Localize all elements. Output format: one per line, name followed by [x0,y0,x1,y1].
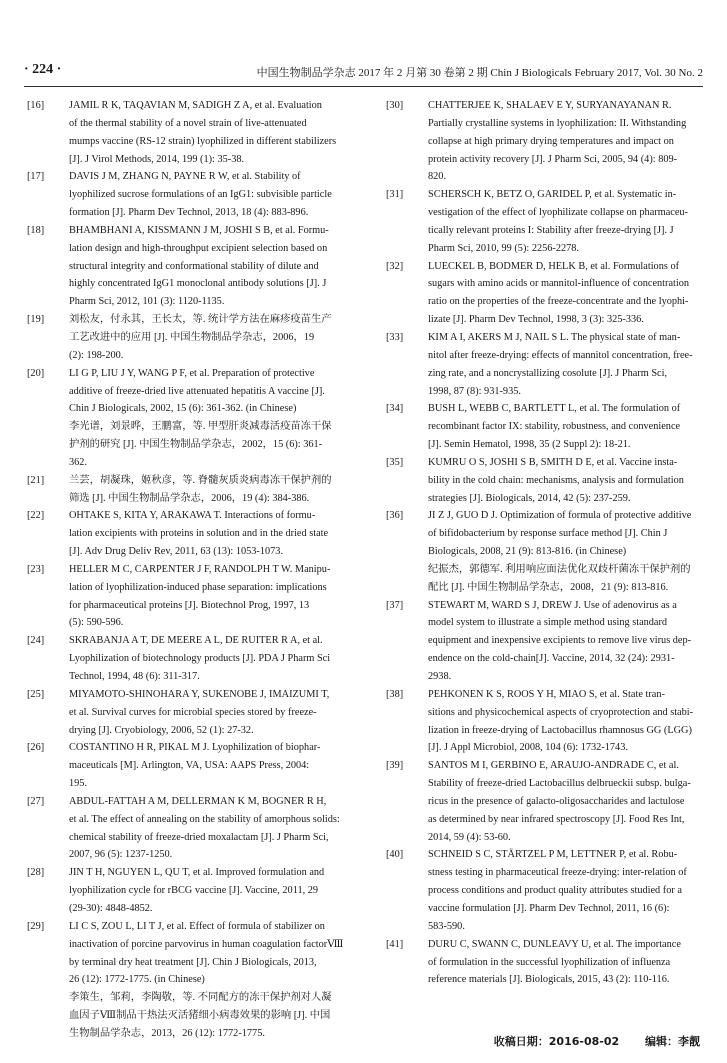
reference-line: STEWART M, WARD S J, DREW J. Use of adenovirus as a [428,599,677,611]
reference-number: [26] [27,742,45,754]
reference-line: CHATTERJEE K, SHALAEV E Y, SURYANAYANAN R. [428,100,672,111]
reference-text [69,632,332,686]
reference-line: Biologicals, 2008, 21 (9): 813-816. (in Chinese) [428,546,627,558]
reference-item [27,311,332,365]
reference-line: et al. Survival curves for microbial species stored by freeze- [69,706,317,718]
reference-item [27,793,340,864]
reference-line: DAVIS J M, ZHANG N, PAYNE R W, et al. Stability of [69,171,301,183]
reference-item [386,846,691,935]
reference-line: 工艺改进中的应用 [J]. 中国生物制品学杂志，2006，19 [69,331,315,343]
reference-text [428,186,691,257]
reference-line: BUSH L, WEBB C, BARTLETT L, et al. The formulation of [428,403,681,415]
page-number: · 224 · [24,62,62,77]
reference-item [27,864,332,918]
reference-line: Stability of freeze-dried Lactobacillus delbrueckii subsp. bulga- [428,778,691,790]
reference-text [69,472,332,508]
reference-line: of formulation in the successful lyophilization of influenza [428,956,671,968]
reference-line: SCHERSCH K, BETZ O, GARIDEL P, et al. Systematic in- [428,189,677,201]
reference-line: JI Z J, GUO D J. Optimization of formula of protective additive [428,510,692,522]
reference-line: lization in freeze-drying of Lactobacillus rhamnosus GG (LGG) [428,724,692,736]
reference-line: LUECKEL B, BODMER D, HELK B, et al. Formulations of [428,260,680,272]
reference-text [69,365,332,472]
reference-line: for pharmaceutical proteins [J]. Biotechnol Prog, 1997, 13 [69,599,310,611]
received-date: 收稿日期：2016-08-02 [493,1035,620,1048]
reference-line: lyophilization cycle for rBCG vaccine [J]. Vaccine, 2011, 29 [69,885,319,897]
reference-line: COSTANTINO H R, PIKAL M J. Lyophilization of biophar- [69,742,321,754]
reference-text [428,400,691,454]
running-header [24,62,703,84]
reference-text [69,222,332,311]
reference-item [386,936,691,990]
reference-text [69,686,332,740]
reference-line: 195. [69,778,88,790]
reference-line: zing rate, and a noncrystallizing cosolute [J]. J Pharm Sci, [428,367,668,379]
reference-line: inactivation of porcine parvovirus in human coagulation factorⅧ [69,938,344,950]
reference-line: sugars with amino acids or mannitol-influence of concentration [428,278,690,290]
reference-line: SKRABANJA A T, DE MEERE A L, DE RUITER R A, et al. [69,635,323,647]
reference-number: [22] [27,510,45,522]
reference-line: drying [J]. Cryobiology, 2006, 52 (1): 27-32. [69,724,254,736]
reference-line: [J]. J Appl Microbiol, 2008, 104 (6): 1732-1743. [428,742,628,754]
reference-line: 血因子Ⅷ制品干热法灭活猪细小病毒效果的影响 [J]. 中国 [69,1010,331,1022]
reference-item [27,686,332,740]
reference-line: lation excipients with proteins in solution and in the dried state [69,528,329,540]
reference-line: KIM A I, AKERS M J, NAIL S L. The physical state of man- [428,331,681,343]
reference-line: endence on the cold-chain[J]. Vaccine, 2014, 32 (24): 2931- [428,653,675,665]
reference-line: reference materials [J]. Biologicals, 2015, 43 (2): 110-116. [428,974,670,986]
reference-line: maceuticals [M]. Arlington, VA, USA: AAPS Press, 2004: [69,760,310,772]
reference-line: by terminal dry heat treatment [J]. Chin J Biologicals, 2013, [69,956,317,968]
reference-item [27,632,332,686]
reference-text [428,597,691,686]
reference-number: [32] [386,260,404,272]
reference-line: 李策生，邹莉，李陶敬，等. 不同配方的冻干保护剂对人凝 [69,992,332,1004]
reference-number: [28] [27,867,45,879]
reference-line: structural integrity and conformational stability of dilute and [69,260,319,272]
reference-line: model system to illustrate a simple method using standard [428,617,668,629]
reference-line: BHAMBHANI A, KISSMANN J M, JOSHI S B, et al. Formu- [69,224,329,236]
reference-line: recombinant factor IX: stability, robustness, and convenience [428,421,681,433]
reference-text [428,97,691,186]
reference-text [69,168,332,222]
reference-line: lyophilized sucrose formulations of an IgG1: subvisible particle [69,189,332,201]
reference-line: 583-590. [428,920,465,932]
reference-number: [31] [386,189,404,201]
reference-line: collapse at high primary drying temperatures and impact on [428,135,674,147]
reference-line: 820. [428,171,447,183]
reference-number: [39] [386,760,404,772]
reference-line: nitol after freeze-drying: effects of mannitol concentration, free- [428,349,693,361]
header-rule [24,86,703,87]
reference-text [428,686,693,757]
reference-number: [34] [386,403,404,415]
reference-line: as determined by near infrared spectroscopy [J]. Food Res Int, [428,813,685,825]
reference-line: (29-30): 4848-4852. [69,902,153,914]
reference-line: 2938. [428,671,452,682]
reference-line: 26 (12): 1772-1775. (in Chinese) [69,974,205,986]
reference-item [386,329,691,400]
reference-number: [16] [27,100,45,111]
reference-text [69,918,343,1043]
reference-line: formation [J]. Pharm Dev Technol, 2013, 18 (4): 883-896. [69,207,309,219]
reference-number: [37] [386,599,404,611]
reference-text [428,329,693,400]
reference-item [27,918,344,1043]
reference-line: MIYAMOTO-SHINOHARA Y, SUKENOBE J, IMAIZUMI T, [69,688,330,700]
reference-line: tically relevant proteins I: Stability after freeze-drying [J]. J [428,224,674,236]
reference-number: [40] [386,849,404,861]
reference-number: [33] [386,331,404,343]
reference-number: [36] [386,510,404,522]
reference-text [69,507,332,561]
reference-item [27,561,332,632]
reference-line: 李光谱，刘景晔，王鹏富，等. 甲型肝炎减毒活疫苗冻干保 [69,421,332,433]
reference-line: process conditions and product quality attributes studied for a [428,885,682,897]
reference-line: Partially crystalline systems in lyophilization: II. Withstanding [428,117,687,129]
reference-text [69,739,332,793]
reference-line: bility in the cold chain: mechanisms, analysis and formulation [428,474,684,486]
reference-number: [23] [27,563,45,575]
reference-line: 护剂的研究 [J]. 中国生物制品学杂志，2002，15 (6): 361- [69,439,323,451]
reference-item [27,97,337,168]
editor-name: 编辑：李靓 [645,1035,700,1048]
reference-item [386,454,691,508]
reference-line: vaccine formulation [J]. Pharm Dev Technol, 2011, 16 (6): [428,902,670,914]
reference-line: strategies [J]. Biologicals, 2014, 42 (5): 237-259. [428,492,631,504]
journal-header: 中国生物制品学杂志 2017 年 2 月第 30 卷第 2 期 Chin J Biologicals February 2017, Vol. 30 No. 2 [256,67,703,79]
reference-item [27,472,332,508]
reference-number: [20] [27,367,45,379]
reference-item [386,597,691,686]
reference-text [69,793,340,864]
reference-line: vestigation of the effect of lyophilizate collapse on pharmaceu- [428,207,688,219]
reference-number: [29] [27,920,45,932]
reference-line: lation design and high-throughput excipient selection based on [69,242,328,254]
reference-number: [27] [27,795,45,807]
reference-line: 362. [69,456,88,468]
reference-line: [J]. J Virol Methods, 2014, 199 (1): 35-38. [69,153,245,165]
reference-number: [30] [386,100,404,111]
reference-number: [38] [386,688,404,700]
reference-line: KUMRU O S, JOSHI S B, SMITH D E, et al. Vaccine insta- [428,456,678,468]
reference-item [386,400,691,454]
reference-line: [J]. Semin Hematol, 1998, 35 (2 Suppl 2): 18-21. [428,439,631,451]
reference-line: JAMIL R K, TAQAVIAN M, SADIGH Z A, et al. Evaluation [69,100,322,111]
reference-line: of bifidobacterium by response surface method [J]. Chin J [428,528,668,540]
reference-line: 刘松友，付永其，王长太，等. 统计学方法在麻疹疫苗生产 [69,314,332,326]
reference-text [69,97,336,168]
references-right-column [386,97,694,989]
reference-line: 1998, 87 (8): 931-935. [428,385,521,397]
reference-line: 生物制品学杂志，2013，26 (12): 1772-1775. [69,1027,265,1039]
reference-item [27,168,332,222]
reference-number: [24] [27,635,45,647]
reference-line: OHTAKE S, KITA Y, ARAKAWA T. Interactions of formu- [69,510,316,522]
reference-text [428,757,691,846]
reference-line: additive of freeze-dried live attenuated hepatitis A vaccine [J]. [69,385,325,397]
reference-line: equipment and inexpensive excipients to remove live virus dep- [428,635,692,647]
reference-item [386,97,691,186]
reference-number: [35] [386,456,404,468]
reference-line: ratio on the properties of the freeze-concentrate and the lyophi- [428,296,689,308]
reference-line: (5): 590-596. [69,617,124,629]
reference-item [27,739,332,793]
reference-line: stness testing in pharmaceutical freeze-drying: inter-relation of [428,867,687,879]
reference-text [428,507,691,596]
footer [472,1033,700,1049]
reference-line: lation of lyophilization-induced phase separation: implications [69,581,327,593]
reference-item [386,507,691,596]
reference-text [69,864,332,918]
reference-item [386,686,694,757]
reference-line: SCHNEID S C, STÄRTZEL P M, LETTNER P, et al. Robu- [428,849,678,861]
reference-text [428,454,691,508]
reference-line: SANTOS M I, GERBINO E, ARAUJO-ANDRADE C, et al. [428,760,679,772]
reference-line: 配比 [J]. 中国生物制品学杂志，2008，21 (9): 813-816. [428,581,669,593]
reference-line: Technol, 1994, 48 (6): 311-317. [69,671,200,682]
reference-number: [21] [27,474,45,486]
reference-number: [19] [27,314,45,326]
reference-number: [17] [27,171,45,183]
references-left-column [27,97,344,1043]
reference-line: [J]. Adv Drug Deliv Rev, 2011, 63 (13): 1053-1073. [69,546,284,558]
reference-line: 筛选 [J]. 中国生物制品学杂志，2006，19 (4): 384-386. [69,492,310,504]
reference-line: 兰芸，胡凝珠，姬秋彦，等. 脊髓灰质炎病毒冻干保护剂的 [69,474,332,486]
reference-line: lizate [J]. Pharm Dev Technol, 1998, 3 (3): 325-336. [428,314,644,326]
reference-line: Pharm Sci, 2010, 99 (5): 2256-2278. [428,242,580,254]
reference-text [69,311,332,365]
reference-line: chemical stability of freeze-dried moxalactam [J]. J Pharm Sci, [69,831,329,843]
reference-line: ricus in the presence of galacto-oligosaccharides and lactulose [428,795,685,807]
reference-item [386,186,691,257]
reference-line: JIN T H, NGUYEN L, QU T, et al. Improved formulation and [69,867,325,879]
reference-item [27,507,332,561]
reference-line: Chin J Biologicals, 2002, 15 (6): 361-362. (in Chinese) [69,403,297,415]
reference-line: 2014, 59 (4): 53-60. [428,831,511,843]
reference-item [27,222,332,311]
reference-line: HELLER M C, CARPENTER J F, RANDOLPH T W. Manipu- [69,563,331,575]
reference-number: [41] [386,938,404,950]
reference-line: 纪振杰，郭德军. 利用响应面法优化双歧杆菌冻干保护剂的 [428,563,691,575]
reference-text [69,561,332,632]
reference-line: DURU C, SWANN C, DUNLEAVY U, et al. The importance [428,938,681,950]
reference-number: [18] [27,224,45,236]
reference-line: ABDUL-FATTAH A M, DELLERMAN K M, BOGNER R H, [69,795,327,807]
reference-text [428,936,691,990]
reference-line: PEHKONEN K S, ROOS Y H, MIAO S, et al. State tran- [428,688,665,700]
reference-line: mumps vaccine (RS-12 strain) lyophilized in different stabilizers [69,135,337,147]
reference-line: highly concentrated IgG1 monoclonal antibody solutions [J]. J [69,278,327,290]
reference-line: 2007, 96 (5): 1237-1250. [69,849,173,861]
reference-line: LI G P, LIU J Y, WANG P F, et al. Preparation of protective [69,367,315,379]
reference-line: Lyophilization of biotechnology products [J]. PDA J Pharm Sci [69,653,331,665]
reference-number: [25] [27,688,45,700]
reference-item [27,365,332,472]
reference-line: sitions and physicochemical aspects of cryoprotection and stabi- [428,706,694,718]
reference-line: of the thermal stability of a novel strain of live-attenuated [69,117,307,129]
reference-item [386,258,691,329]
reference-line: et al. The effect of annealing on the stability of amorphous solids: [69,813,340,825]
reference-text [428,258,691,329]
reference-item [386,757,691,846]
reference-line: LI C S, ZOU L, LI T J, et al. Effect of formula of stabilizer on [69,920,325,932]
reference-line: Pharm Sci, 2012, 101 (3): 1120-1135. [69,296,225,308]
reference-text [428,846,691,935]
reference-line: protein activity recovery [J]. J Pharm Sci, 2005, 94 (4): 809- [428,153,678,165]
reference-line: (2): 198-200. [69,349,124,361]
